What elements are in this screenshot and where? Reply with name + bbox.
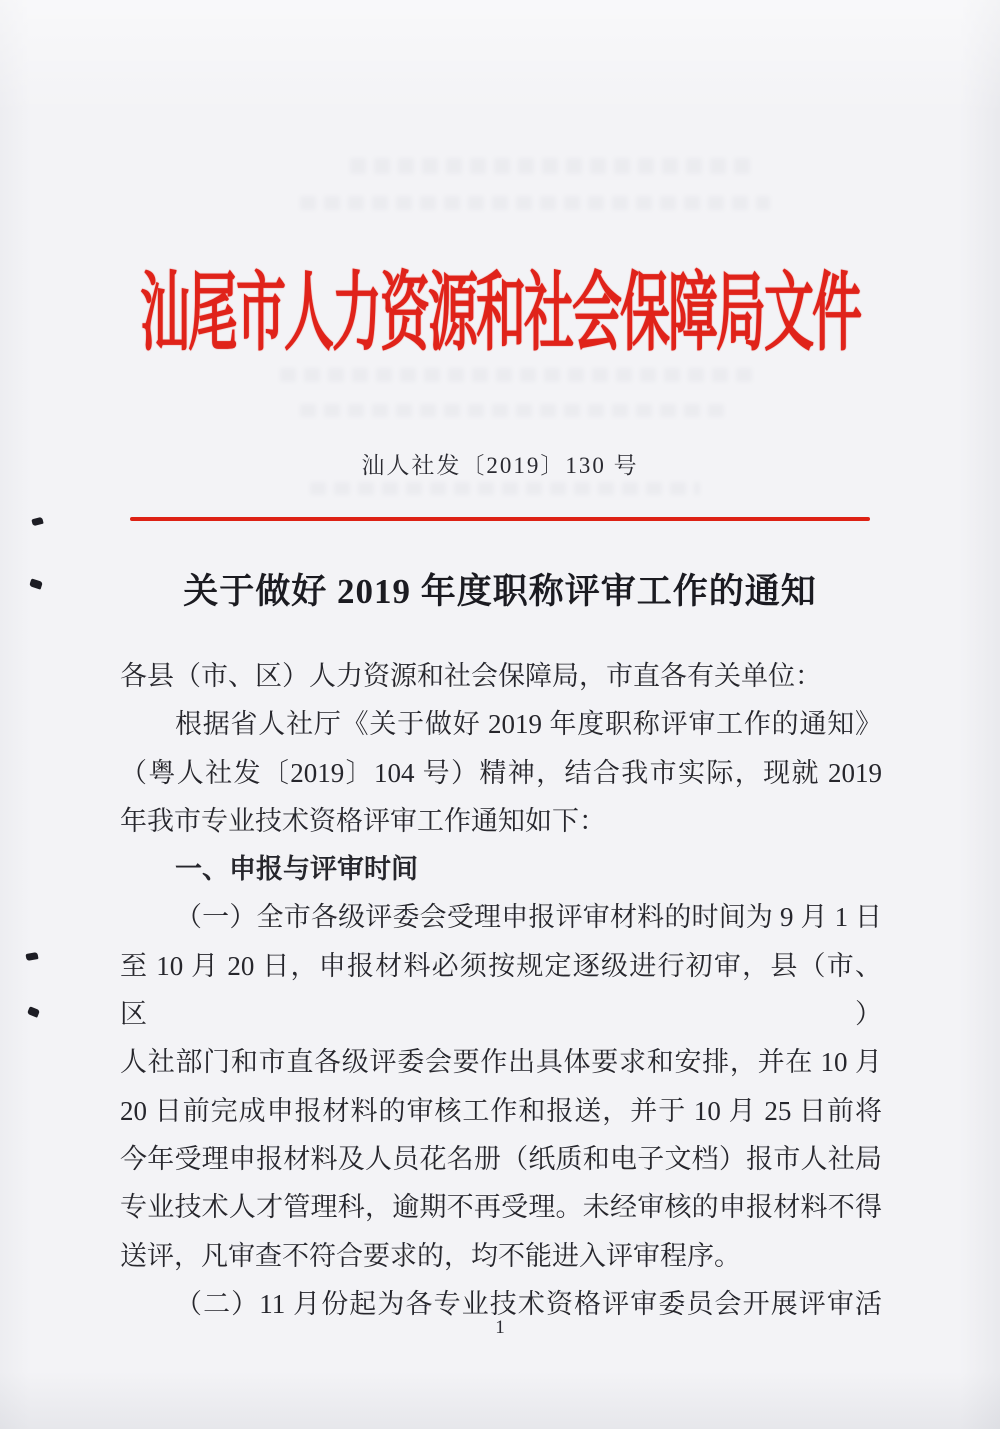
body-line: 年我市专业技术资格评审工作通知如下：: [120, 805, 606, 836]
bleedthrough-artifact: [300, 196, 770, 210]
document-number: 汕人社发〔2019〕130 号: [361, 453, 639, 478]
red-divider-line: [130, 517, 870, 521]
page-number: 1: [495, 1317, 505, 1338]
body-line: 人社部门和市直各级评委会要作出具体要求和安排，并在 10 月: [120, 1047, 882, 1078]
body-line: 今年受理申报材料及人员花名册（纸质和电子文档）报市人社局: [120, 1143, 882, 1174]
bleedthrough-artifact: [310, 482, 700, 495]
body-line: （二）11 月份起为各专业技术资格评审委员会开展评审活: [175, 1288, 882, 1319]
scan-speck: [27, 1006, 40, 1018]
body-line: （粤人社发〔2019〕104 号）精神，结合我市实际，现就 2019: [120, 757, 882, 788]
body-line: 至 10 月 20 日，申报材料必须按规定逐级进行初审，县（市、区）: [120, 950, 882, 1030]
body-line: （一）全市各级评委会受理申报评审材料的时间为 9 月 1 日: [175, 902, 882, 933]
body-line: 根据省人社厅《关于做好 2019 年度职称评审工作的通知》: [175, 709, 882, 740]
scan-speck: [25, 952, 38, 961]
document-red-header: [0, 258, 1000, 362]
body-line: 各县（市、区）人力资源和社会保障局，市直各有关单位：: [120, 661, 822, 691]
body-line: 一、申报与评审时间: [175, 854, 418, 885]
body-line: 20 日前完成申报材料的审核工作和报送，并于 10 月 25 日前将: [120, 1095, 882, 1126]
body-line: 专业技术人才管理科，逾期不再受理。未经审核的申报材料不得: [120, 1192, 882, 1223]
bleedthrough-artifact: [300, 404, 730, 417]
document-title: 关于做好 2019 年度职称评审工作的通知: [183, 572, 817, 611]
document-body: [120, 652, 882, 1328]
issuing-agency-title: 汕尾市人力资源和社会保障局文件: [140, 264, 860, 362]
scan-speck: [31, 517, 43, 526]
bleedthrough-artifact: [350, 158, 750, 174]
body-line: 送评，凡审查不符合要求的，均不能进入评审程序。: [120, 1240, 741, 1271]
bleedthrough-artifact: [280, 368, 760, 382]
